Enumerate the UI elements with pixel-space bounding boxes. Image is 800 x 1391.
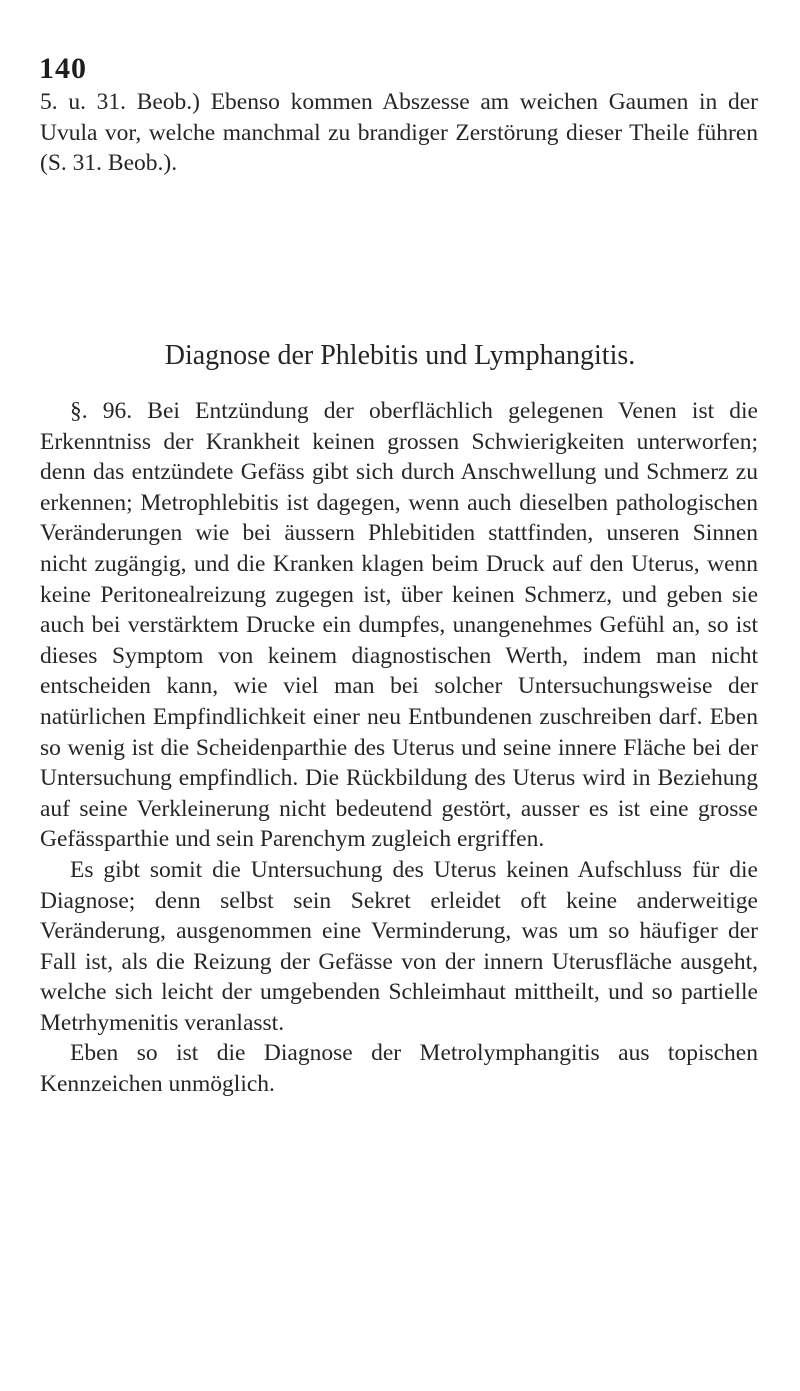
lead-paragraph: 5. u. 31. Beob.) Ebenso kommen Abszesse am weichen Gaumen in der Uvula vor, welche manchmal zu brandiger Zerstörung dieser Theile führen (S. 31. Beob.). <box>40 89 758 177</box>
section-body <box>40 396 758 1100</box>
section-heading: Diagnose der Phlebitis und Lymphangitis. <box>164 340 636 371</box>
paragraph-untersuchung: Es gibt somit die Untersuchung des Uterus keinen Aufschluss für die Diagnose; denn selbst sein Sekret erleidet oft keine anderweitige Veränderung, ausgenommen eine Verminderung, was um so häufiger der Fall ist, als die Reizung der Gefässe von der innern Uterusfläche ausgeht, welche sich leicht der umgebenden Schleimhaut mittheilt, und so partielle Metrhymenitis veranlasst. <box>40 856 758 1036</box>
page-number: 140 <box>39 52 87 85</box>
lead-paragraph-block <box>40 87 758 179</box>
paragraph-96: §. 96. Bei Entzündung der oberflächlich gelegenen Venen ist die Erkenntniss der Krankheit keinen grossen Schwierigkeiten unterworfen; denn das entzündete Gefäss gibt sich durch Anschwellung und Schmerz zu erkennen; Metrophlebitis ist dagegen, wenn auch dieselben pathologischen Veränderungen wie bei äussern Phlebitiden stattfinden, unseren Sinnen nicht zugängig, und die Kranken klagen beim Druck auf den Uterus, wenn keine Peritonealreizung zugegen ist, über keinen Schmerz, und geben sie auch bei verstärktem Drucke ein dumpfes, unangenehmes Gefühl an, so ist dieses Symptom von keinem diagnostischen Werth, indem man nicht entscheiden kann, wie viel man bei solcher Untersuchungsweise der natürlichen Empfindlichkeit einer neu Entbundenen zuschreiben darf. Eben so wenig ist die Scheidenparthie des Uterus und seine innere Fläche bei der Untersuchung empfindlich. Die Rückbildung des Uterus wird in Beziehung auf seine Verkleinerung nicht bedeutend gestört, ausser es ist eine grosse Gefässparthie und sein Parenchym zugleich ergriffen. <box>40 398 758 853</box>
paragraph-metrolymphangitis: Eben so ist die Diagnose der Metrolymphangitis aus topischen Kennzeichen unmöglich. <box>40 1040 758 1098</box>
